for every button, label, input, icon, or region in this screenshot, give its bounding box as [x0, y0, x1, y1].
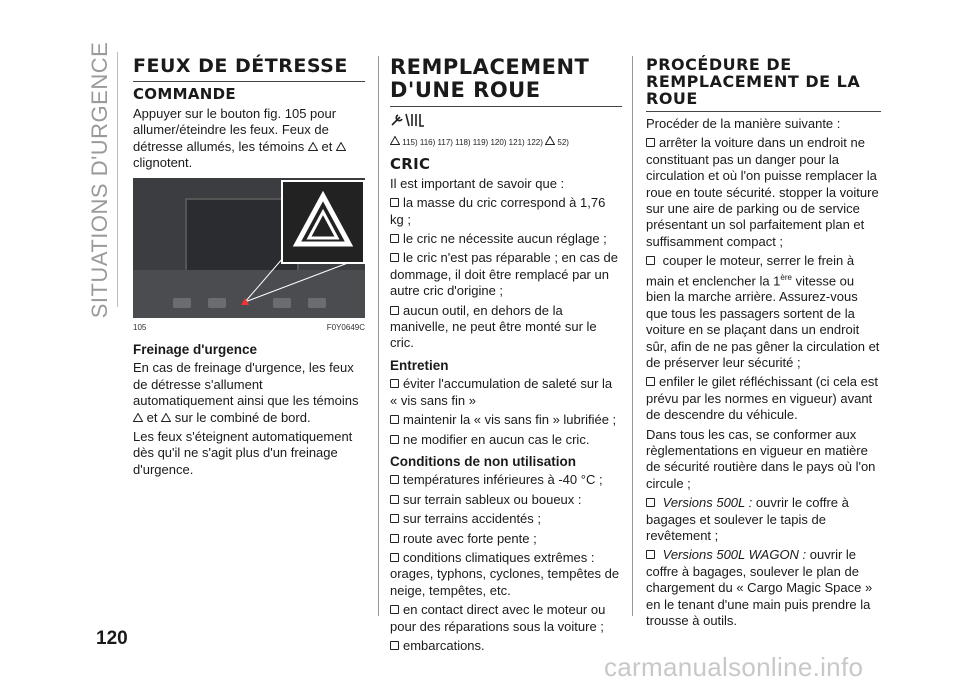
- procedure-heading: PROCÉDURE DE REMPLACEMENT DE LA ROUE: [646, 56, 881, 112]
- warning-references: 115) 116) 117) 118) 119) 120) 121) 122): [402, 138, 543, 148]
- emergency-braking-paragraph: [133, 360, 365, 426]
- figure-caption: [133, 320, 365, 336]
- list-item: arrêter la voiture dans un endroit ne constituant pas un danger pour la circulation et où l'on puisse remplacer la roue en toute sécurité. stopper la voiture sur une aire de parking ou de service présentant un sol parfaitement plan et suffisamment compact ;: [646, 135, 881, 250]
- list-item: ne modifier en aucun cas le cric.: [390, 432, 622, 448]
- sidebar-section-title: [83, 41, 117, 318]
- list-item: le cric n'est pas réparable ; en cas de dommage, il doit être remplacé par un autre cric d'origine ;: [390, 250, 622, 299]
- step-text: ouvrir le coffre à bagages et soulever le tapis de revêtement ;: [646, 495, 849, 544]
- list-item: maintenir la « vis sans fin » lubrifiée ;: [390, 412, 622, 428]
- list-item: aucun outil, en dehors de la manivelle, ne peut être monté sur le cric.: [390, 303, 622, 352]
- list-item: le cric ne nécessite aucun réglage ;: [390, 231, 622, 247]
- list-item: sur terrain sableux ou boueux :: [390, 492, 622, 508]
- section-title-text: SITUATIONS D'URGENCE: [87, 41, 112, 318]
- column-divider: [632, 56, 633, 616]
- lights-off-paragraph: Les feux s'éteignent automatiquement dès qu'il ne s'agit plus d'un freinage d'urgence.: [133, 429, 353, 477]
- figure-code: F0Y0649C: [326, 322, 365, 332]
- list-item: températures inférieures à -40 °C ;: [390, 472, 622, 488]
- command-subheading: COMMANDE: [133, 85, 236, 103]
- hazard-warning-icon: [336, 142, 346, 151]
- list-item: en contact direct avec le moteur ou pour des réparations sous la voiture ;: [390, 602, 622, 635]
- version-label: Versions 500L WAGON :: [662, 547, 807, 563]
- list-item: [646, 495, 881, 544]
- column-divider: [378, 56, 379, 616]
- column-procedure: [646, 56, 881, 633]
- list-item: sur terrains accidentés ;: [390, 511, 622, 527]
- list-item: route avec forte pente ;: [390, 531, 622, 547]
- command-text: Appuyer sur le bouton fig. 105 pour allumer/éteindre les feux. Feux de détresse allumés, les témoins: [133, 106, 337, 154]
- column-hazard-lights: [133, 56, 365, 481]
- watermark: carmanualsonline.info: [604, 652, 864, 682]
- non-use-conditions-heading: Conditions de non utilisation: [390, 453, 576, 469]
- caution-references: 52): [557, 138, 569, 148]
- wheel-change-heading: REMPLACEMENT D'UNE ROUE: [390, 56, 622, 107]
- list-item: la masse du cric correspond à 1,76 kg ;: [390, 195, 622, 228]
- version-label: Versions 500L :: [662, 495, 753, 511]
- ordinal-suffix: ère: [780, 272, 792, 282]
- jack-intro: Il est important de savoir que :: [390, 175, 565, 191]
- wrench-tool-icon: [390, 111, 622, 133]
- figure-hazard-button: [133, 178, 365, 318]
- list-item: embarcations.: [390, 638, 622, 654]
- list-item: enfiler le gilet réfléchissant (ci cela est prévu par les normes en vigueur) avant de descendre du véhicule.: [646, 374, 881, 423]
- braking-text-end: sur le combiné de bord.: [174, 409, 311, 425]
- column-wheel-change: [390, 56, 622, 657]
- command-paragraph: [133, 106, 365, 172]
- and-text: et: [146, 409, 158, 425]
- list-item: conditions climatiques extrêmes : orages, typhons, cyclones, tempêtes de neige, tempêtes, etc.: [390, 550, 622, 599]
- step-text: couper le moteur, serrer le frein à main et enclencher la 1: [646, 253, 855, 288]
- list-item: éviter l'accumulation de saleté sur la « vis sans fin »: [390, 376, 622, 409]
- page-number: 120: [96, 628, 128, 649]
- warning-icon: [390, 136, 400, 145]
- regulation-paragraph: Dans tous les cas, se conformer aux règlementations en vigueur en matière de sécurité routière dans le pays où l'on circule ;: [646, 426, 876, 491]
- hazard-button-detail: [281, 180, 365, 264]
- caution-icon: [545, 136, 555, 145]
- step-text: ouvrir le coffre à bagages, soulever le plan de chargement du « Cargo Magic Space » en le tenant d'une main puis prendre la trousse à outils.: [646, 547, 873, 629]
- list-item: [646, 253, 881, 371]
- hazard-warning-icon: [133, 413, 143, 422]
- and-text: et: [321, 138, 333, 154]
- maintenance-heading: Entretien: [390, 357, 449, 373]
- hazard-triangle-icon: [283, 182, 363, 262]
- step-text-end: vitesse ou bien la marche arrière. Assurez-vous que tous les passagers sortent de la voiture en se plaçant dans un endroit sûr, afin de ne pas gêner la circulation et de préserver leur sécurité ;: [646, 272, 880, 371]
- list-item: [646, 547, 881, 629]
- sidebar-divider: [117, 52, 118, 307]
- jack-heading: CRIC: [390, 154, 431, 173]
- figure-number: 105: [133, 322, 147, 332]
- command-text-end: clignotent.: [133, 155, 193, 171]
- emergency-braking-heading: Freinage d'urgence: [133, 342, 257, 358]
- braking-text: En cas de freinage d'urgence, les feux de détresse s'allument automatiquement ainsi que les témoins: [133, 360, 359, 409]
- hazard-warning-icon: [308, 142, 318, 151]
- references-line: [390, 135, 622, 151]
- procedure-intro: Procéder de la manière suivante :: [646, 116, 841, 131]
- hazard-warning-icon: [161, 413, 171, 422]
- hazard-heading: FEUX DE DÉTRESSE: [133, 56, 365, 82]
